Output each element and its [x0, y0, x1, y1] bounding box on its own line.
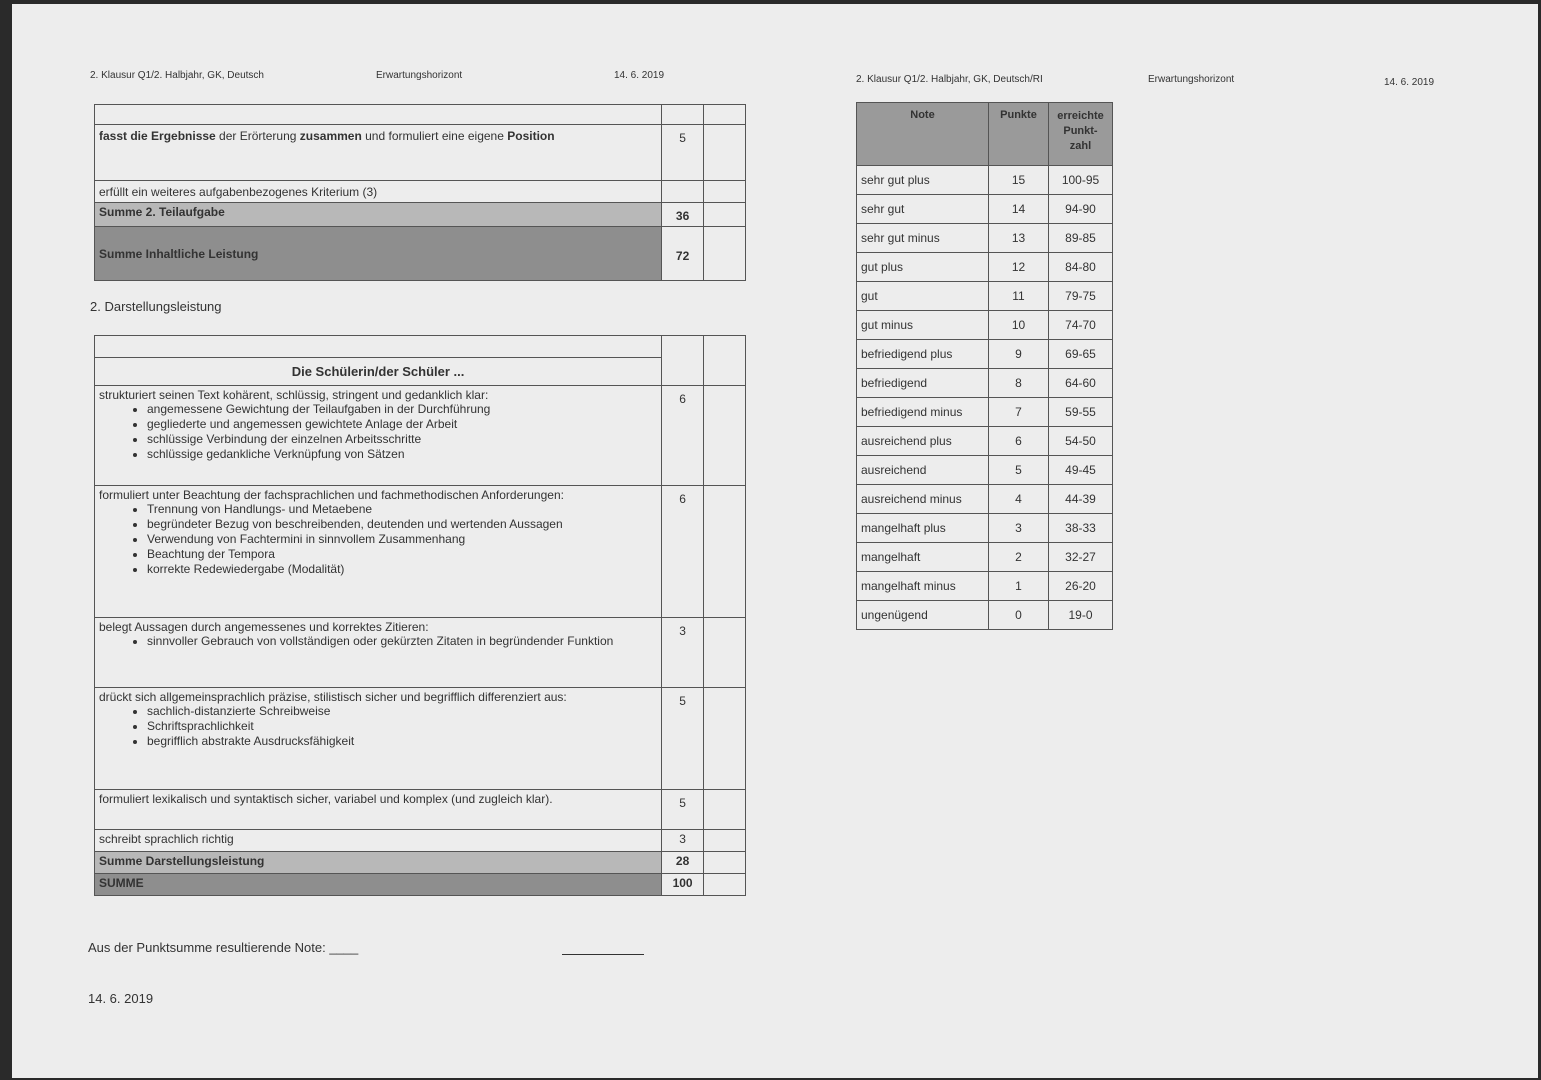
- grade-row: [857, 427, 1113, 456]
- sum-darstellung-points: 28: [662, 852, 704, 874]
- grade-label: ausreichend minus: [857, 485, 989, 514]
- sum-teilaufgabe-row: [95, 203, 746, 227]
- grade-range: 44-39: [1049, 485, 1113, 514]
- criterion-row: [95, 486, 746, 618]
- grade-points: 7: [989, 398, 1049, 427]
- criterion-item: • sinnvoller Gebrauch von vollständigen oder gekürzten Zitaten in begründender Funktion: [147, 634, 657, 649]
- grade-label: mangelhaft minus: [857, 572, 989, 601]
- summe-label: SUMME: [95, 874, 662, 896]
- grade-label: ausreichend: [857, 456, 989, 485]
- content-row1-bold3: Position: [507, 129, 555, 143]
- content-table: [94, 104, 746, 281]
- grade-points: 0: [989, 601, 1049, 630]
- criterion-points: 3: [662, 830, 704, 852]
- grade-points: 10: [989, 311, 1049, 340]
- grade-label: befriedigend plus: [857, 340, 989, 369]
- grade-points: 14: [989, 195, 1049, 224]
- grade-table-header-row: [857, 103, 1113, 166]
- grade-range: 19-0: [1049, 601, 1113, 630]
- form-table-header: Die Schülerin/der Schüler ...: [95, 358, 662, 386]
- grade-points: 12: [989, 253, 1049, 282]
- grade-table: [856, 102, 1113, 630]
- grade-points: 8: [989, 369, 1049, 398]
- grade-range: 32-27: [1049, 543, 1113, 572]
- grade-points: 13: [989, 224, 1049, 253]
- content-row2-text: erfüllt ein weiteres aufgabenbezogenes Kriterium (3): [95, 181, 662, 203]
- criterion-points: 6: [662, 386, 704, 486]
- grade-label: gut: [857, 282, 989, 311]
- criterion-row: [95, 790, 746, 830]
- grade-table-body: [857, 166, 1113, 630]
- form-table: [94, 335, 746, 896]
- grade-row: [857, 456, 1113, 485]
- sum-inhalt-label: Summe Inhaltliche Leistung: [95, 227, 662, 281]
- criterion-item: • korrekte Redewiedergabe (Modalität): [147, 562, 657, 577]
- grade-row: [857, 485, 1113, 514]
- content-row1-points: 5: [662, 125, 704, 181]
- grade-row: [857, 601, 1113, 630]
- grade-points: 2: [989, 543, 1049, 572]
- criterion-achieved: [704, 790, 746, 830]
- grade-range: 49-45: [1049, 456, 1113, 485]
- grade-range: 84-80: [1049, 253, 1113, 282]
- grade-header-punkte: Punkte: [989, 103, 1049, 166]
- grade-range: 38-33: [1049, 514, 1113, 543]
- criterion-row: [95, 386, 746, 486]
- criterion-item: • Verwendung von Fachtermini in sinnvollem Zusammenhang: [147, 532, 657, 547]
- content-row1-achieved: [704, 125, 746, 181]
- grade-header-achieved: erreichte Punkt-zahl: [1049, 103, 1113, 166]
- criterion-item: • schlüssige gedankliche Verknüpfung von Sätzen: [147, 447, 657, 462]
- content-table-top-row: [95, 105, 746, 125]
- criterion-text: belegt Aussagen durch angemessenes und korrektes Zitieren:: [99, 620, 429, 634]
- left-header-date: 14. 6. 2019: [614, 70, 665, 81]
- grade-range: 89-85: [1049, 224, 1113, 253]
- grade-row: [857, 369, 1113, 398]
- section2-title: 2. Darstellungsleistung: [90, 299, 222, 314]
- criterion-text: formuliert unter Beachtung der fachsprachlichen und fachmethodischen Anforderungen:: [99, 488, 564, 502]
- grade-row: [857, 195, 1113, 224]
- grade-points: 3: [989, 514, 1049, 543]
- grade-range: 69-65: [1049, 340, 1113, 369]
- criterion-item: • begrifflich abstrakte Ausdrucksfähigkeit: [147, 734, 657, 749]
- grade-label: gut minus: [857, 311, 989, 340]
- criterion-item: • Beachtung der Tempora: [147, 547, 657, 562]
- grade-range: 64-60: [1049, 369, 1113, 398]
- grade-points: 11: [989, 282, 1049, 311]
- right-header-date: 14. 6. 2019: [1384, 77, 1435, 88]
- result-underline: [562, 954, 644, 955]
- footer-date: 14. 6. 2019: [88, 991, 154, 1006]
- criterion-item: • schlüssige Verbindung der einzelnen Arbeitsschritte: [147, 432, 657, 447]
- criterion-row: [95, 618, 746, 688]
- criterion-points: 6: [662, 486, 704, 618]
- criterion-achieved: [704, 386, 746, 486]
- grade-header-note: Note: [857, 103, 989, 166]
- grade-points: 5: [989, 456, 1049, 485]
- criterion-row: [95, 830, 746, 852]
- grade-label: sehr gut: [857, 195, 989, 224]
- criterion-points: 5: [662, 688, 704, 790]
- left-header-course: 2. Klausur Q1/2. Halbjahr, GK, Deutsch: [90, 70, 264, 81]
- grade-label: ausreichend plus: [857, 427, 989, 456]
- grade-label: gut plus: [857, 253, 989, 282]
- grade-row: [857, 543, 1113, 572]
- grade-label: mangelhaft plus: [857, 514, 989, 543]
- left-header-title: Erwartungshorizont: [376, 70, 463, 81]
- criterion-item: • gegliederte und angemessen gewichtete Anlage der Arbeit: [147, 417, 657, 432]
- grade-range: 26-20: [1049, 572, 1113, 601]
- sum-inhalt-points: 72: [662, 227, 704, 281]
- grade-row: [857, 282, 1113, 311]
- grade-row: [857, 166, 1113, 195]
- grade-label: befriedigend: [857, 369, 989, 398]
- grade-label: befriedigend minus: [857, 398, 989, 427]
- sum-teilaufgabe-label: Summe 2. Teilaufgabe: [95, 203, 662, 227]
- content-row1-text1: der Erörterung: [215, 129, 300, 143]
- criterion-row: [95, 688, 746, 790]
- grade-row: [857, 398, 1113, 427]
- criterion-achieved: [704, 618, 746, 688]
- criterion-item: • sachlich-distanzierte Schreibweise: [147, 704, 657, 719]
- content-row1-text2: und formuliert eine eigene: [361, 129, 508, 143]
- sum-inhalt-row: [95, 227, 746, 281]
- criterion-item: • Schriftsprachlichkeit: [147, 719, 657, 734]
- right-header-course: 2. Klausur Q1/2. Halbjahr, GK, Deutsch/RI: [856, 74, 1043, 85]
- grade-range: 54-50: [1049, 427, 1113, 456]
- criterion-text: schreibt sprachlich richtig: [95, 830, 662, 852]
- summe-points: 100: [662, 874, 704, 896]
- content-row-extra: [95, 181, 746, 203]
- grade-label: sehr gut plus: [857, 166, 989, 195]
- content-row-summary: [95, 125, 746, 181]
- criterion-item: • angemessene Gewichtung der Teilaufgaben in der Durchführung: [147, 402, 657, 417]
- sum-teilaufgabe-points: 36: [662, 203, 704, 227]
- result-line: Aus der Punktsumme resultierende Note: ____: [88, 940, 359, 955]
- criterion-item: • Trennung von Handlungs- und Metaebene: [147, 502, 657, 517]
- grade-row: [857, 340, 1113, 369]
- grade-range: 79-75: [1049, 282, 1113, 311]
- right-header-title: Erwartungshorizont: [1148, 74, 1235, 85]
- criterion-text: strukturiert seinen Text kohärent, schlüssig, stringent und gedanklich klar:: [99, 388, 489, 402]
- grade-label: ungenügend: [857, 601, 989, 630]
- sum-darstellung-label: Summe Darstellungsleistung: [95, 852, 662, 874]
- grade-range: 100-95: [1049, 166, 1113, 195]
- content-row1-bold2: zusammen: [299, 129, 362, 143]
- grade-row: [857, 514, 1113, 543]
- grade-label: mangelhaft: [857, 543, 989, 572]
- content-row1-bold1: fasst die Ergebnisse: [99, 129, 216, 143]
- criterion-text: drückt sich allgemeinsprachlich präzise, stilistisch sicher und begrifflich differenziert aus:: [99, 690, 567, 704]
- grade-points: 1: [989, 572, 1049, 601]
- grade-range: 74-70: [1049, 311, 1113, 340]
- criterion-achieved: [704, 830, 746, 852]
- grade-range: 94-90: [1049, 195, 1113, 224]
- criterion-item: • begründeter Bezug von beschreibenden, deutenden und wertenden Aussagen: [147, 517, 657, 532]
- criterion-achieved: [704, 486, 746, 618]
- criterion-achieved: [704, 688, 746, 790]
- grade-points: 4: [989, 485, 1049, 514]
- criterion-text: formuliert lexikalisch und syntaktisch sicher, variabel und komplex (und zugleich klar).: [95, 790, 662, 830]
- grade-label: sehr gut minus: [857, 224, 989, 253]
- grade-points: 15: [989, 166, 1049, 195]
- grade-row: [857, 572, 1113, 601]
- form-table-header-row: [95, 358, 746, 386]
- grade-row: [857, 224, 1113, 253]
- grade-row: [857, 311, 1113, 340]
- grade-points: 6: [989, 427, 1049, 456]
- sum-darstellung-row: [95, 852, 746, 874]
- grade-points: 9: [989, 340, 1049, 369]
- grade-range: 59-55: [1049, 398, 1113, 427]
- grade-row: [857, 253, 1113, 282]
- summe-row: [95, 874, 746, 896]
- criterion-points: 5: [662, 790, 704, 830]
- criterion-points: 3: [662, 618, 704, 688]
